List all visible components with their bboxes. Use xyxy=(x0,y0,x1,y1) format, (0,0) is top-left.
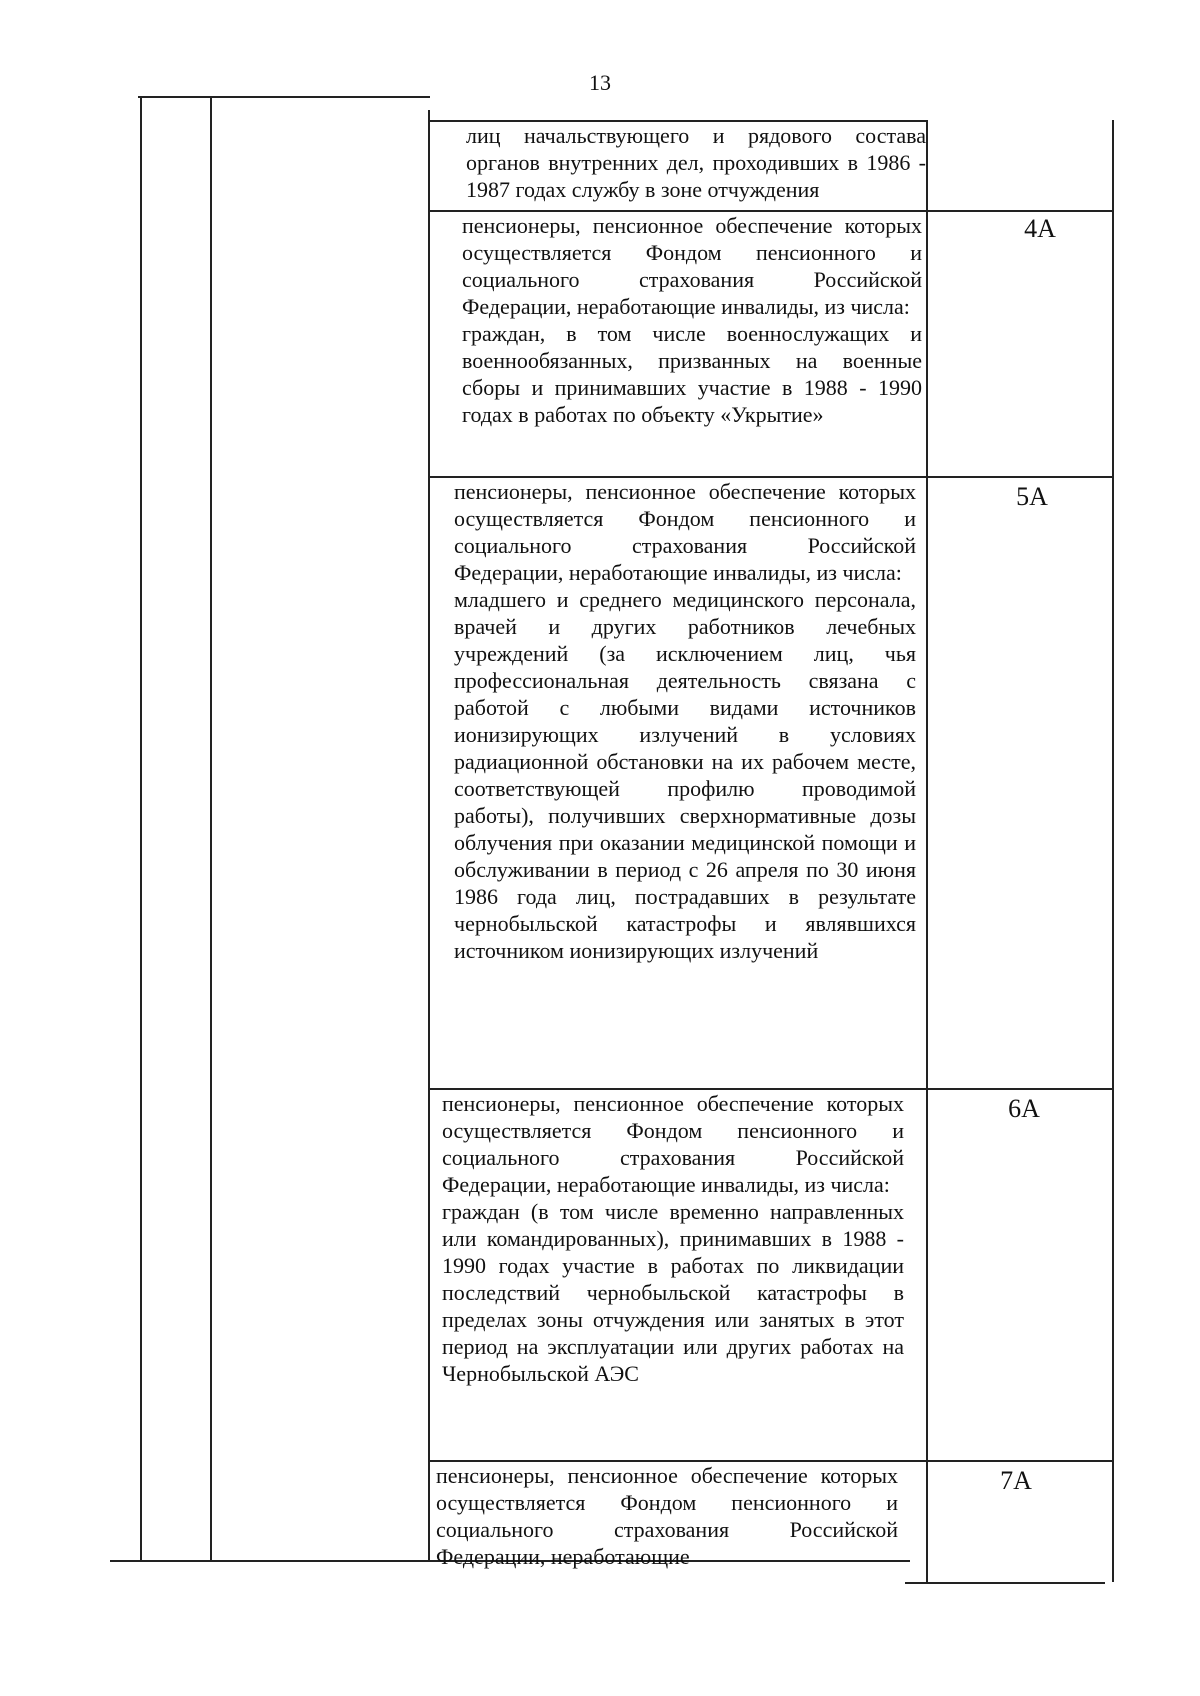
row-5-paragraph-1: пенсионеры, пенсионное обеспечение которых осуществляется Фондом пенсионного и социального страхования Российской Федерации, неработающие xyxy=(436,1463,898,1569)
table-bottom-border-right xyxy=(905,1582,1105,1584)
col-line-4 xyxy=(926,120,928,1582)
row-2-code: 4А xyxy=(1024,214,1056,243)
row-4-description xyxy=(442,1090,904,1387)
row-2-paragraph-1: пенсионеры, пенсионное обеспечение которых осуществляется Фондом пенсионного и социального страхования Российской Федерации, неработающие инвалиды, из числа: xyxy=(462,213,922,319)
col-line-3 xyxy=(428,110,430,1562)
col-line-1 xyxy=(140,96,142,1562)
col-line-2 xyxy=(210,96,212,1562)
row-3-paragraph-2: младшего и среднего медицинского персонала, врачей и других работников лечебных учреждений (за исключением лиц, чья профессиональная деятельность связана с работой с любыми видами источников ионизирующих излучений в условиях радиационной обстановки на их рабочем месте, соответствующей профилю проводимой работы), получивших сверхнормативные дозы облучения при оказании медицинской помощи и обслуживании в период с 26 апреля по 30 июня 1986 года лиц, пострадавших в результате чернобыльской катастрофы и являвшихся источником ионизирующих излучений xyxy=(454,587,916,963)
col-line-5 xyxy=(1112,120,1114,1582)
row-1-description xyxy=(466,122,926,203)
row-4-code: 6А xyxy=(1008,1094,1040,1123)
row-5-description xyxy=(436,1462,898,1570)
row-3-description xyxy=(454,478,916,964)
row-2-description xyxy=(462,212,922,428)
row-2-paragraph-2: граждан, в том числе военнослужащих и военнообязанных, призванных на военные сборы и принимавших участие в 1988 - 1990 годах в работах по объекту «Укрытие» xyxy=(462,321,922,427)
row-4-paragraph-1: пенсионеры, пенсионное обеспечение которых осуществляется Фондом пенсионного и социального страхования Российской Федерации, неработающие инвалиды, из числа: xyxy=(442,1091,904,1197)
row-3-code: 5А xyxy=(1016,482,1048,511)
row-4-paragraph-2: граждан (в том числе временно направленных или командированных), принимавших в 1988 - 1990 годах участие в работах по ликвидации последствий чернобыльской катастрофы в пределах зоны отчуждения или занятых в этот период на эксплуатации или других работах на Чернобыльской АЭС xyxy=(442,1199,904,1386)
row-1-paragraph-1: лиц начальствующего и рядового состава органов внутренних дел, проходивших в 1986 - 1987 годах службу в зоне отчуждения xyxy=(466,123,926,202)
page-number: 13 xyxy=(589,70,611,95)
table-top-border xyxy=(138,96,430,98)
row-3-paragraph-1: пенсионеры, пенсионное обеспечение которых осуществляется Фондом пенсионного и социального страхования Российской Федерации, неработающие инвалиды, из числа: xyxy=(454,479,916,585)
row-5-code: 7А xyxy=(1000,1466,1032,1495)
